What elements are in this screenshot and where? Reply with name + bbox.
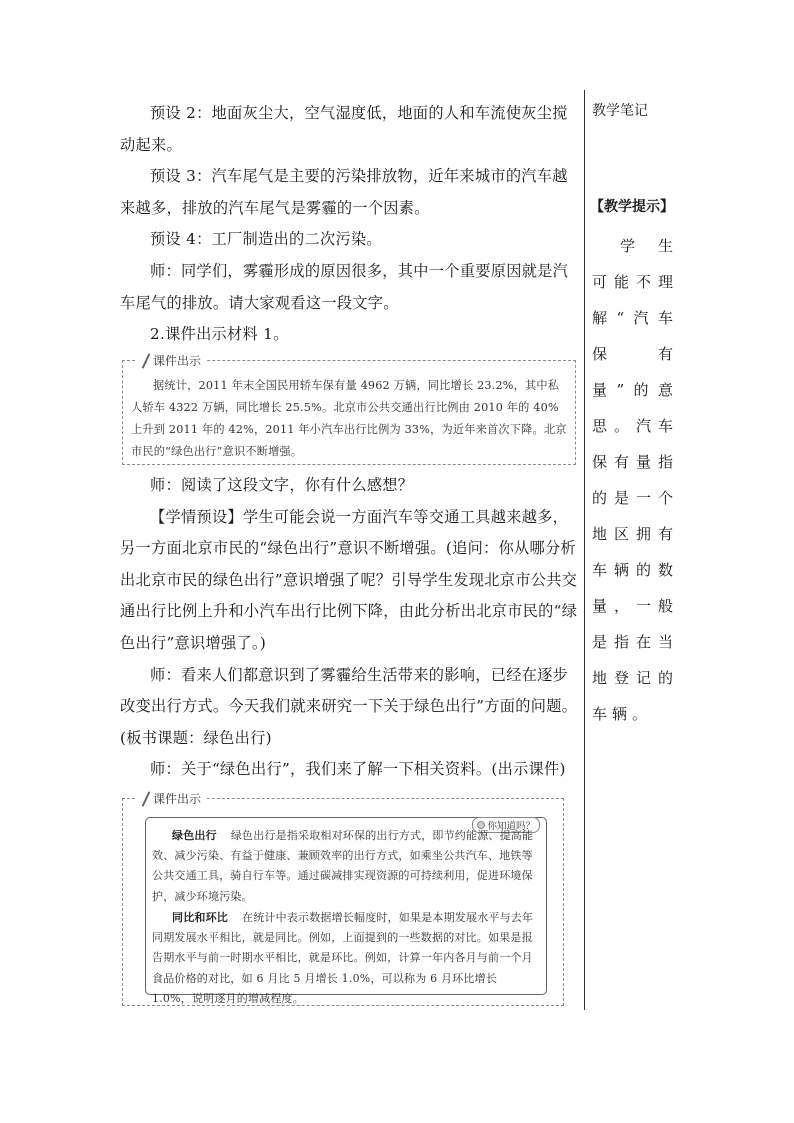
teacher-remark-2: 师：看来人们都意识到了雾霾给生活带来的影响，已经在逐步改变出行方式。今天我们就来研究一下关于绿色出行”方面的问题。(板书课题：绿色出行)	[120, 665, 578, 747]
teaching-notes-label: 教学笔记	[592, 103, 648, 119]
courseware-box-1	[122, 354, 576, 465]
main-content-top	[120, 98, 580, 351]
statistics-text: 据统计，2011 年末全国民用轿车保有量 4962 万辆，同比增长 23.2%，其中私人轿车 4322 万辆，同比增长 25.5%。北京市公共交通出行比例由 2010 年的 40%上升到 2011 年的 42%，2011 年小汽车出行比例为 33%，为近年来首次下降。北京市民的“绿色出行”意识不断增强。	[131, 379, 567, 458]
green-travel-definition: 绿色出行 绿色出行是指采取相对环保的出行方式，即节约能源、提高能效、减少污染、有益于健康、兼顾效率的出行方式，如乘坐公共汽车、地铁等公共交通工具，骑自行车等。通过碳减排实现资源的可持续利用，促进环境保护，减少环境污染。	[152, 829, 534, 903]
column-divider	[584, 90, 585, 1010]
teacher-remark-3: 师：关于“绿色出行”，我们来了解一下相关资料。(出示课件)	[150, 760, 566, 779]
student-preset: 【学情预设】学生可能会说一方面汽车等交通工具越来越多，另一方面北京市民的“绿色出行”意识不断增强。(追问：你从哪分析出北京市民的绿色出行”意识增强了呢？引导学生发现北京市公共交通出行比例上升和小汽车出行比例下降，由此分析出北京市民的“绿色出行”意识增强了。)	[120, 507, 578, 652]
slash-icon	[141, 354, 151, 368]
preset-3: 预设 3：汽车尾气是主要的污染排放物，近年来城市的汽车越来越多，排放的汽车尾气是雾霾的一个因素。	[120, 167, 568, 217]
yoy-mom-definition: 同比和环比 在统计中表示数据增长幅度时，如果是本期发展水平与去年同期发展水平相比，就是同比。例如，上面提到的一些数据的对比。如果是报告期水平与前一时期水平相比，就是环比。例如，计算一年内各月与前一个月食品价格的对比，如 6 月比 5 月增长 1.0%，可以称为 6 月环比增长 1.0%，说明逐月的增减程度。	[152, 911, 534, 1005]
slash-icon	[141, 792, 151, 806]
teacher-question: 师：阅读了这段文字，你有什么感想？	[150, 476, 414, 494]
teaching-tip-heading: 【教学提示】	[590, 199, 674, 215]
teacher-remark-1: 师：同学们，雾霾形成的原因很多，其中一个重要原因就是汽车尾气的排放。请大家观看这一段文字。	[120, 261, 569, 312]
courseware-box-title-2: 课件出示	[137, 790, 207, 807]
courseware-material-1: 2.课件出示材料 1。	[150, 325, 289, 344]
did-you-know-box	[145, 817, 547, 1005]
teaching-tip-text: 学生可能不理解“汽车保有量”的意思。汽车保有量指的是一个地区拥有车辆的数量，一般是指在当地登记的车辆。	[592, 237, 678, 723]
term-yoy-mom: 同比和环比	[172, 911, 228, 924]
preset-4: 预设 4：工厂制造出的二次污染。	[150, 230, 382, 249]
courseware-box-2	[122, 792, 564, 1006]
preset-2: 预设 2：地面灰尘大，空气湿度低，地面的人和车流使灰尘搅动起来。	[120, 104, 568, 154]
term-green-travel: 绿色出行	[172, 829, 217, 842]
main-content-middle	[120, 470, 582, 786]
side-column	[592, 100, 680, 120]
did-you-know-tag: 你知道吗？	[472, 817, 540, 833]
courseware-box-title: 课件出示	[137, 352, 207, 369]
